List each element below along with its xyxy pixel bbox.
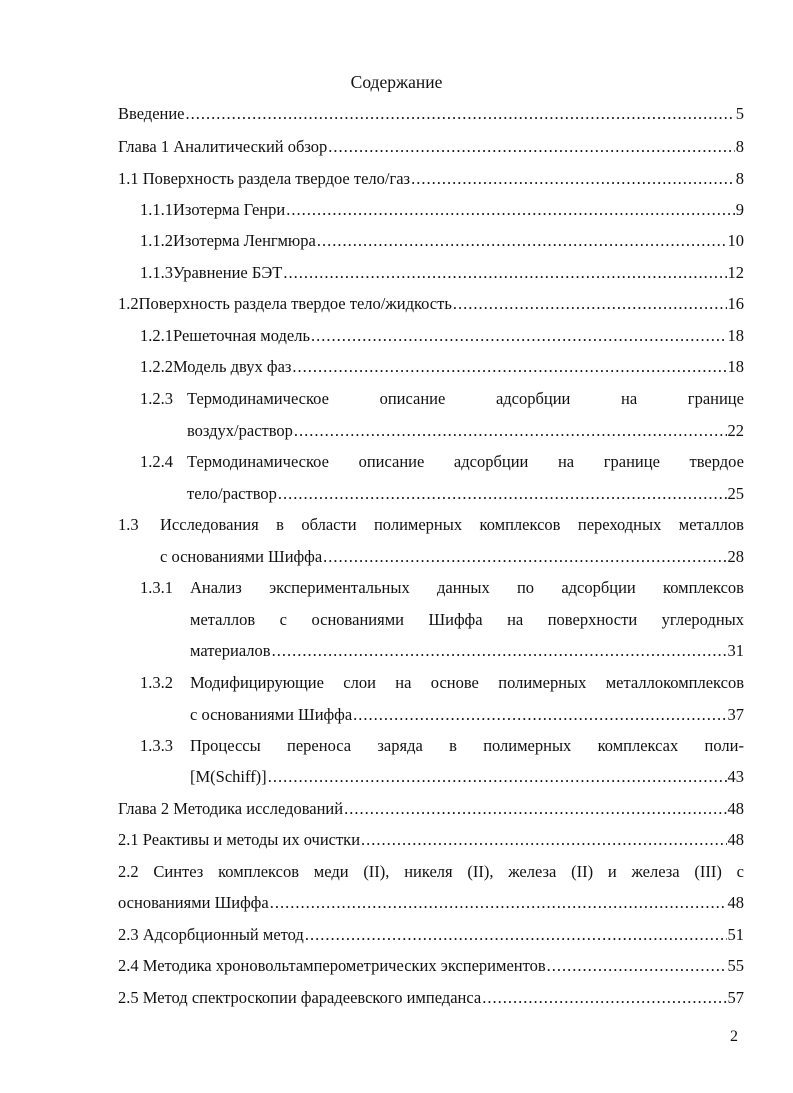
- toc-entry-title: 2.3 Адсорбционный метод: [118, 925, 304, 944]
- toc-page-number: 57: [727, 988, 744, 1007]
- toc-word: 2.2: [118, 862, 139, 881]
- dot-leader: [305, 924, 727, 946]
- toc-word: данных: [436, 578, 490, 597]
- toc-entry-title-line: [187, 451, 744, 473]
- dot-leader: [283, 262, 726, 284]
- dot-leader: [292, 356, 726, 378]
- toc-word: основе: [430, 673, 479, 692]
- dot-leader: [547, 955, 727, 977]
- toc-word: адсорбции: [453, 452, 529, 471]
- toc-entry-title: 1.1 Поверхность раздела твердое тело/газ: [118, 169, 411, 188]
- toc-entry: [140, 325, 744, 347]
- toc-word: переноса: [287, 736, 352, 755]
- toc-page-number: 22: [727, 421, 744, 440]
- toc-word: металлокомплексов: [605, 673, 744, 692]
- toc-word: твердое: [689, 452, 744, 471]
- toc-page-number: 8: [735, 137, 744, 156]
- toc-entry: [118, 293, 744, 315]
- toc-word: комплексов: [218, 862, 299, 881]
- toc-entry-title: тело/раствор: [187, 484, 277, 503]
- toc-page-number: 43: [727, 767, 744, 786]
- toc-word: железа: [508, 862, 557, 881]
- toc-entry-continuation: [190, 766, 744, 788]
- toc-entry-continuation: [118, 892, 744, 914]
- toc-entry: [118, 136, 744, 158]
- toc-entry-title-line: [190, 735, 744, 757]
- dot-leader: [411, 168, 735, 190]
- toc-entry-number: 1.2: [118, 294, 139, 313]
- toc-entry-title-line: [190, 672, 744, 694]
- toc-page-number: 25: [727, 484, 744, 503]
- toc-word: слои: [343, 673, 376, 692]
- toc-word: с: [736, 862, 744, 881]
- dot-leader: [272, 640, 727, 662]
- dot-leader: [323, 546, 726, 568]
- toc-page-number: 37: [727, 705, 744, 724]
- toc-entry-title: Уравнение БЭТ: [173, 263, 283, 282]
- toc-entry-title-line: [187, 388, 744, 410]
- toc-word: поли-: [704, 736, 744, 755]
- toc-page-number: 16: [727, 294, 744, 313]
- toc-entry-title: Модель двух фаз: [173, 357, 292, 376]
- toc-word: полимерных: [498, 673, 587, 692]
- toc-word: Синтез: [153, 862, 204, 881]
- toc-word: адсорбции: [495, 389, 571, 408]
- toc-word: (II): [571, 862, 594, 881]
- toc-entry-number: 1.3.3: [140, 736, 173, 755]
- dot-leader: [482, 987, 726, 1009]
- toc-entry-number: 1.1.1: [140, 200, 173, 219]
- toc-entry-title: 2.1 Реактивы и методы их очистки: [118, 830, 361, 849]
- toc-word: металлов: [678, 515, 744, 534]
- dot-leader: [270, 892, 727, 914]
- toc-word: по: [516, 578, 535, 597]
- toc-word: Исследования: [160, 515, 259, 534]
- toc-entry-title: основаниями Шиффа: [118, 893, 269, 912]
- toc-entry-title: 2.5 Метод спектроскопии фарадеевского импеданса: [118, 988, 482, 1007]
- toc-word: экспериментальных: [269, 578, 410, 597]
- toc-word: области: [301, 515, 357, 534]
- toc-entry-title: Изотерма Генри: [173, 200, 286, 219]
- toc-word: заряда: [377, 736, 423, 755]
- dot-leader: [328, 136, 734, 158]
- toc-word: описание: [379, 389, 446, 408]
- toc-word: с: [279, 610, 287, 629]
- toc-entry-number: 1.3: [118, 515, 139, 534]
- toc-entry: [118, 829, 744, 851]
- toc-word: (II),: [363, 862, 390, 881]
- toc-page-number: 28: [727, 547, 744, 566]
- page-title: Содержание: [350, 72, 443, 92]
- toc-entry: [140, 230, 744, 252]
- toc-word: на: [621, 389, 638, 408]
- toc-word: описание: [358, 452, 425, 471]
- toc-word: железа: [631, 862, 680, 881]
- toc-entry-title: [M(Schiff)]: [190, 767, 267, 786]
- toc-entry-continuation: [160, 546, 744, 568]
- toc-entry: [118, 798, 744, 820]
- toc-entry: [118, 955, 744, 977]
- toc-entry: [140, 262, 744, 284]
- toc-word: поверхности: [547, 610, 638, 629]
- toc-entry-continuation: [190, 640, 744, 662]
- toc-entry-continuation: [187, 483, 744, 505]
- toc-word: на: [395, 673, 412, 692]
- dot-leader: [361, 829, 726, 851]
- toc-entry-continuation: [187, 420, 744, 442]
- toc-entry-number: 1.2.1: [140, 326, 173, 345]
- toc-page-number: 51: [727, 925, 744, 944]
- toc-word: никеля: [404, 862, 453, 881]
- toc-entry-title: Введение: [118, 104, 185, 123]
- dot-leader: [353, 704, 726, 726]
- toc-word: комплексов: [479, 515, 561, 534]
- toc-page-number: 55: [727, 956, 744, 975]
- toc-page-number: 12: [727, 263, 744, 282]
- toc-page-number: 48: [727, 799, 744, 818]
- toc-entry-title: 2.4 Методика хроновольтамперометрических экспериментов: [118, 956, 546, 975]
- toc-entry-number: 1.3.1: [140, 578, 173, 597]
- toc-word: Термодинамическое: [187, 389, 329, 408]
- toc-word: границе: [687, 389, 744, 408]
- toc-word: основаниями: [311, 610, 404, 629]
- toc-entry: [118, 103, 744, 125]
- dot-leader: [186, 103, 735, 125]
- dot-leader: [294, 420, 727, 442]
- toc-word: границе: [603, 452, 660, 471]
- toc-entry-number: 1.3.2: [140, 673, 173, 692]
- toc-entry-number: 1.1.3: [140, 263, 173, 282]
- toc-entry: [140, 356, 744, 378]
- toc-word: в: [276, 515, 284, 534]
- toc-word: и: [607, 862, 617, 881]
- toc-page-number: 10: [727, 231, 744, 250]
- dot-leader: [286, 199, 735, 221]
- toc-entry-title-line: [190, 577, 744, 599]
- toc-entry: [140, 199, 744, 221]
- toc-entry: [118, 924, 744, 946]
- toc-word: переходных: [577, 515, 662, 534]
- toc-page-number: 9: [735, 200, 744, 219]
- toc-word: адсорбции: [561, 578, 636, 597]
- toc-page-number: 18: [727, 357, 744, 376]
- dot-leader: [311, 325, 727, 347]
- dot-leader: [268, 766, 727, 788]
- toc-word: Шиффа: [428, 610, 483, 629]
- toc-entry-title: Глава 2 Методика исследований: [118, 799, 344, 818]
- toc-page-number: 48: [727, 830, 744, 849]
- toc-entry-title: материалов: [190, 641, 271, 660]
- toc-word: в: [449, 736, 457, 755]
- page-number: 2: [730, 1028, 738, 1045]
- toc-entry-title: Поверхность раздела твердое тело/жидкость: [138, 294, 452, 313]
- toc-entry-title: с основаниями Шиффа: [160, 547, 323, 566]
- toc-entry-title-line: [118, 861, 744, 883]
- toc-word: (II),: [467, 862, 494, 881]
- dot-leader: [453, 293, 727, 315]
- toc-word: полимерных: [373, 515, 463, 534]
- toc-word: Модифицирующие: [190, 673, 324, 692]
- toc-entry-title: Решеточная модель: [173, 326, 310, 345]
- toc-entry-title: с основаниями Шиффа: [190, 705, 353, 724]
- toc-word: полимерных: [483, 736, 572, 755]
- toc-word: комплексах: [597, 736, 679, 755]
- toc-word: Термодинамическое: [187, 452, 329, 471]
- toc-entry-number: 1.1.2: [140, 231, 173, 250]
- toc-page-number: 8: [735, 169, 744, 188]
- toc-page-number: 5: [735, 104, 744, 123]
- toc-entry-title-line: [160, 514, 744, 536]
- toc-page-number: 18: [727, 326, 744, 345]
- toc-entry-title: Глава 1 Аналитический обзор: [118, 137, 328, 156]
- toc-entry-title: Изотерма Ленгмюра: [173, 231, 316, 250]
- toc-entry-continuation: [190, 704, 744, 726]
- toc-word: на: [557, 452, 575, 471]
- toc-word: комплексов: [663, 578, 744, 597]
- dot-leader: [344, 798, 726, 820]
- toc-entry-title: воздух/раствор: [187, 421, 293, 440]
- dot-leader: [278, 483, 727, 505]
- toc-word: углеродных: [661, 610, 744, 629]
- toc-page-number: 31: [727, 641, 744, 660]
- toc-page-number: 48: [727, 893, 744, 912]
- toc-word: на: [507, 610, 524, 629]
- toc-entry-number: 1.2.4: [140, 452, 173, 471]
- toc-word: меди: [313, 862, 349, 881]
- toc-word: Процессы: [190, 736, 261, 755]
- toc-word: металлов: [190, 610, 256, 629]
- toc-entry-number: 1.2.3: [140, 389, 173, 408]
- toc-entry-number: 1.2.2: [140, 357, 173, 376]
- toc-word: (III): [694, 862, 722, 881]
- toc-entry: [118, 987, 744, 1009]
- dot-leader: [317, 230, 727, 252]
- toc-word: Анализ: [190, 578, 242, 597]
- toc-entry-title-line: [190, 609, 744, 631]
- toc-entry: [118, 168, 744, 190]
